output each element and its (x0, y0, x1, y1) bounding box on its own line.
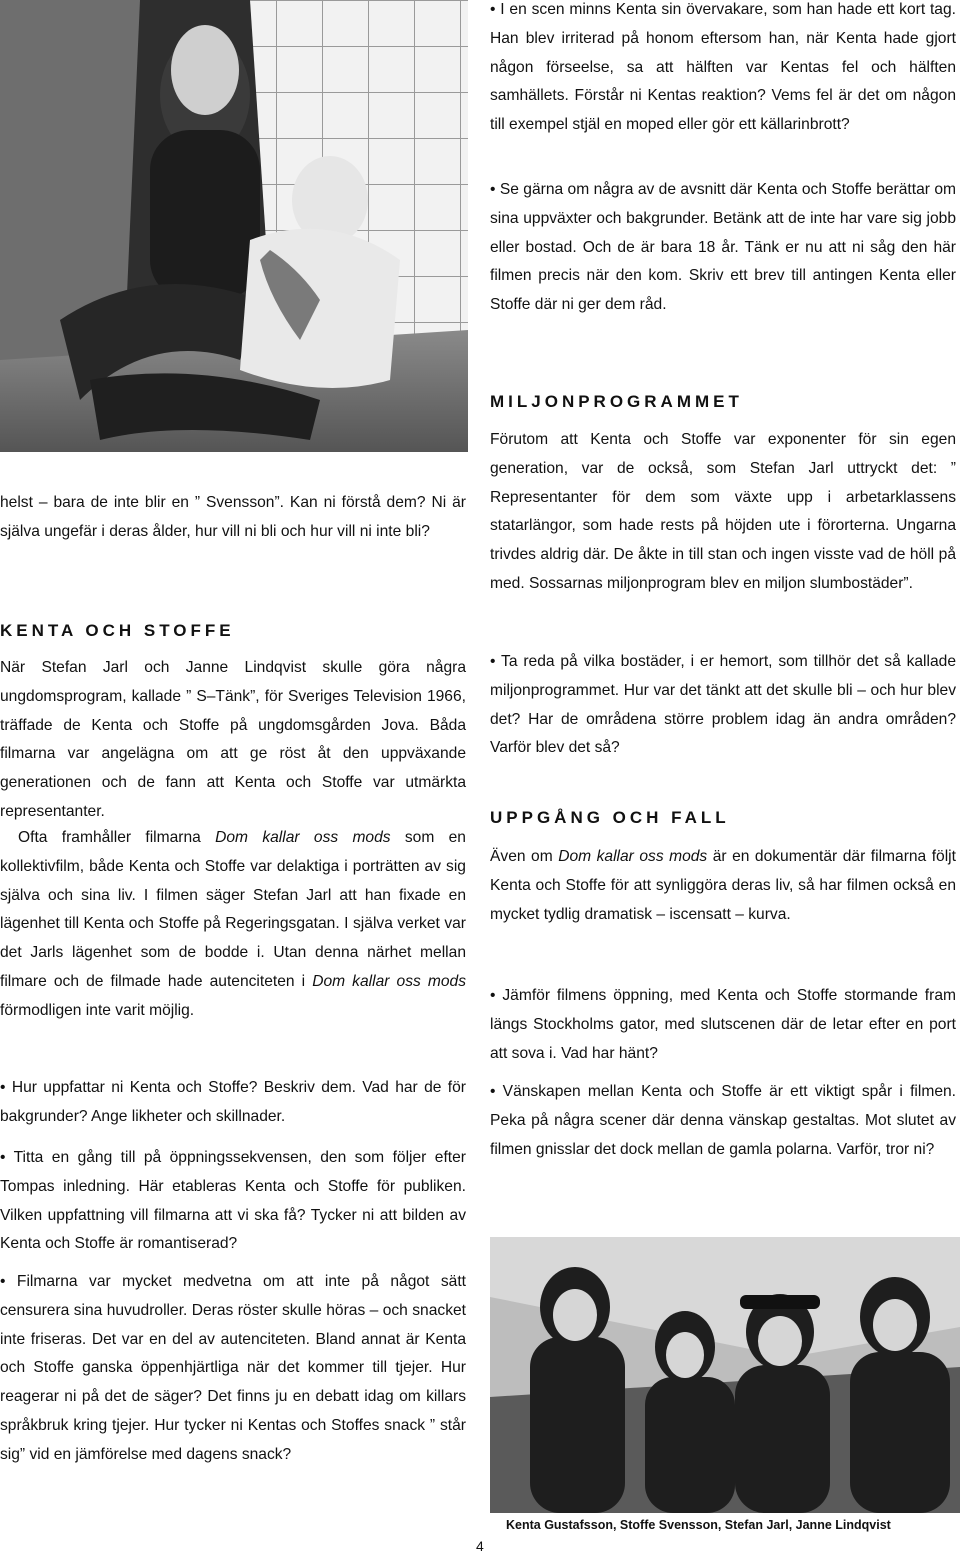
uppgang-text-b: är en dokumentär där filmarna följt Kenta och Stoffe för att synliggöra deras liv, så har filmen också en mycket tydlig dramatisk – iscensatt – kurva. (490, 848, 956, 923)
film-title: Dom kallar oss mods (312, 972, 466, 990)
paragraph-continued: helst – bara de inte blir en ” Svensson”. Kan ni förstå dem? Ni är själva ungefär i deras ålder, hur vill ni bli och hur vill ni inte bli? (0, 494, 466, 540)
photo-group-portrait-image (490, 1237, 960, 1513)
bullet-censurera: • Filmarna var mycket medvetna om att inte på något sätt censurera sina huvudroller. Deras röster skulle höras – och snacket inte friseras. Det var en del av autenciteten. Bland annat är Kenta och Stoffe ganska öppenhjärtliga när det kommer till tjejer. Hur reagerar ni på det de säger? Det finns ju en debatt idag om killars språkbruk kring tjejer. Hur tycker ni Kentas och Stoffes snack ” står sig” vid en jämförelse med dagens snack? (0, 1273, 466, 1463)
photo-kenta-stoffe-corridor-image (0, 0, 468, 452)
paragraph-uppgang (490, 843, 956, 929)
paragraph-kollektivfilm (0, 824, 466, 1026)
film-title: Dom kallar oss mods (558, 848, 708, 865)
photo-kenta-stoffe-corridor (0, 0, 468, 452)
photo-caption: Kenta Gustafsson, Stoffe Svensson, Stefan Jarl, Janne Lindqvist (506, 1518, 891, 1532)
photo-group-portrait (490, 1237, 960, 1513)
paragraph-miljonprogrammet: Förutom att Kenta och Stoffe var exponenter för sin egen generation, var de också, som Stefan Jarl uttryckt det: ” Representanter för dem som växte upp i arbetarklassens statarlängor, som hade rests på höjden ute i förorterna. Ungarna trivdes aldrig där. De åkte in till stan och ingen visste vad de höll på med. Sossarnas miljonprogram blev en miljon slumbostäder”. (490, 431, 956, 592)
heading-miljonprogrammet: MILJONPROGRAMMET (490, 392, 743, 411)
heading-kenta-och-stoffe: KENTA OCH STOFFE (0, 621, 235, 640)
bullet-beskriv: • Hur uppfattar ni Kenta och Stoffe? Beskriv dem. Vad har de för bakgrunder? Ange likheter och skillnader. (0, 1079, 466, 1125)
bullet-oppning-slutscen: • Jämför filmens öppning, med Kenta och Stoffe stormande fram längs Stockholms gator, med slutscenen där de letar efter en port att sova i. Vad har hänt? (490, 987, 956, 1062)
kollektivfilm-text-c: förmodligen inte varit möjlig. (0, 1001, 195, 1019)
page-number: 4 (476, 1538, 484, 1554)
kollektivfilm-text-b: som en kollektivfilm, både Kenta och Stoffe var delaktiga i porträtten av sig själva och sina liv. I filmen säger Stefan Jarl att han fixade en lägenhet till Kenta och Stoffe på Regeringsgatan. I själva verket var det Jarls lägenhet som de bodde i. Utan denna närhet mellan filmare och de filmade hade autenciteten i (0, 829, 466, 990)
bullet-uppvaxter: • Se gärna om några av de avsnitt där Kenta och Stoffe berättar om sina uppväxter och bakgrunder. Betänk att de inte har vare sig jobb eller bostad. Och de är bara 18 år. Tänk er nu att ni såg den här filmen precis när den kom. Skriv ett brev till antingen Kenta eller Stoffe där ni ger dem råd. (490, 181, 956, 314)
heading-uppgang-och-fall: UPPGÅNG OCH FALL (490, 808, 730, 827)
kollektivfilm-text-a: Ofta framhåller filmarna (18, 829, 216, 846)
paragraph-s-tank: När Stefan Jarl och Janne Lindqvist skulle göra några ungdomsprogram, kallade ” S–Tänk”, för Sveriges Television 1966, träffade de Kenta och Stoffe på ungdomsgården Jova. Båda filmarna var angelägna om att ge röst åt den uppväxande generationen och de fann att Kenta och Stoffe var utmärkta representanter. (0, 659, 466, 820)
bullet-vanskapen: • Vänskapen mellan Kenta och Stoffe är ett viktigt spår i filmen. Peka på några scener där denna vänskap gestaltas. Mot slutet av filmen gnisslar det dock mellan de gamla polarna. Varför, tror ni? (490, 1083, 956, 1158)
uppgang-text-a: Även om (490, 848, 559, 865)
bullet-oppningssekvensen: • Titta en gång till på öppningssekvensen, den som följer efter Tompas inledning. Här etableras Kenta och Stoffe för publiken. Vilken uppfattning vill filmarna att vi ska få? Tycker ni att bilden av Kenta och Stoffe är romantiserad? (0, 1149, 466, 1253)
bullet-overvakare: • I en scen minns Kenta sin övervakare, som han hade ett kort tag. Han blev irriterad på honom eftersom han, när Kenta hade gjort någon förseelse, sa att hälften var Kentas fel och hälften samhällets. Förstår ni Kentas reaktion? Vems fel är det om någon till exempel stjäl en moped eller gör ett källarinbrott? (490, 1, 956, 134)
film-title: Dom kallar oss mods (215, 829, 391, 846)
bullet-bostader: • Ta reda på vilka bostäder, i er hemort, som tillhör det så kallade miljonprogrammet. Hur var det tänkt att det skulle bli – och hur blev det? Har de områdena större problem idag än andra områden? Varför blev det så? (490, 653, 956, 757)
